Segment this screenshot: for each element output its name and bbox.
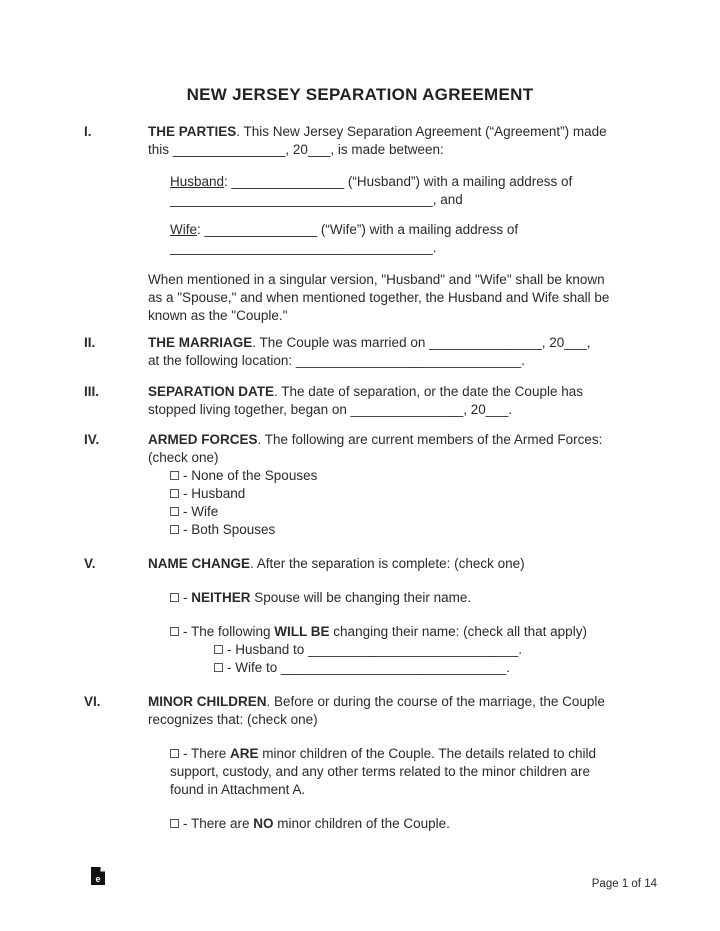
- document-title: NEW JERSEY SEPARATION AGREEMENT: [186, 85, 534, 104]
- checkbox[interactable]: [170, 627, 179, 636]
- section-number: III.: [84, 384, 100, 399]
- section-number: II.: [84, 335, 96, 350]
- checkbox-option[interactable]: - Wife: [148, 503, 638, 521]
- checkbox-option[interactable]: - Husband: [148, 485, 638, 503]
- section-heading: THE MARRIAGE: [148, 335, 253, 350]
- eforms-logo-icon: [90, 866, 106, 886]
- section-number: V.: [84, 556, 96, 571]
- checkbox-option[interactable]: - Husband to ____________________________.: [148, 641, 638, 659]
- checkbox[interactable]: [170, 471, 179, 480]
- section-heading: NAME CHANGE: [148, 556, 251, 571]
- checkbox[interactable]: [170, 749, 179, 758]
- wife-label: Wife: [170, 222, 197, 237]
- svg-text:e: e: [95, 874, 101, 884]
- checkbox-option[interactable]: - The following WILL BE changing their name: (check all that apply): [148, 623, 638, 641]
- section-heading: MINOR CHILDREN: [148, 694, 267, 709]
- checkbox-option[interactable]: - Both Spouses: [148, 521, 638, 539]
- section-heading: THE PARTIES: [148, 124, 237, 139]
- husband-label: Husband: [170, 174, 225, 189]
- checkbox[interactable]: [170, 507, 179, 516]
- checkbox[interactable]: [170, 525, 179, 534]
- checkbox[interactable]: [214, 645, 223, 654]
- checkbox-option[interactable]: - None of the Spouses: [148, 467, 638, 485]
- checkbox-option[interactable]: - NEITHER Spouse will be changing their name.: [148, 589, 638, 607]
- checkbox-option[interactable]: - There ARE minor children of the Couple. The details related to child: [148, 745, 638, 763]
- checkbox-option[interactable]: - There are NO minor children of the Couple.: [148, 815, 638, 833]
- checkbox-option[interactable]: - Wife to ______________________________.: [148, 659, 638, 677]
- section-number: VI.: [84, 694, 101, 709]
- checkbox[interactable]: [170, 489, 179, 498]
- section-number: IV.: [84, 432, 100, 447]
- page-number: Page 1 of 14: [591, 878, 657, 890]
- section-number: I.: [84, 124, 92, 139]
- checkbox[interactable]: [214, 663, 223, 672]
- section-heading: ARMED FORCES: [148, 432, 258, 447]
- section-heading: SEPARATION DATE: [148, 384, 275, 399]
- checkbox[interactable]: [170, 819, 179, 828]
- checkbox[interactable]: [170, 593, 179, 602]
